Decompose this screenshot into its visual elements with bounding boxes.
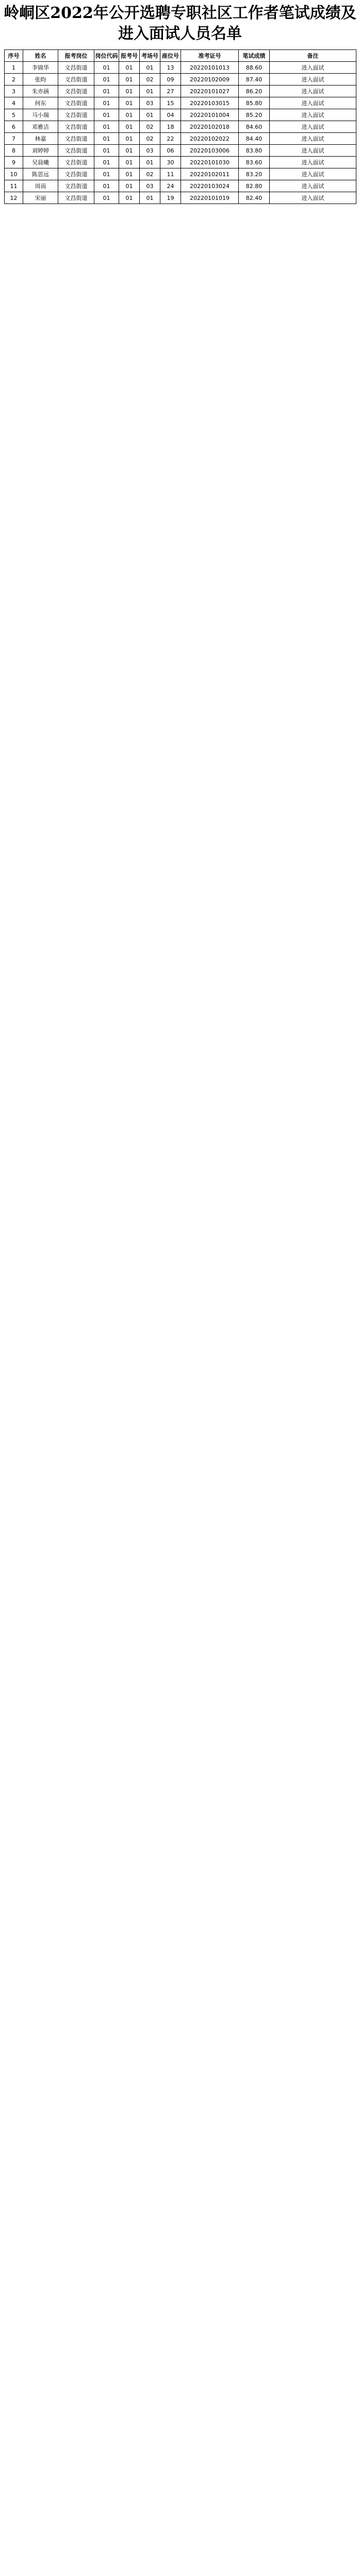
table-cell: 文昌街道: [58, 180, 94, 192]
column-header: 备注: [270, 50, 356, 62]
column-header: 准考证号: [181, 50, 239, 62]
table-header-row: [5, 50, 356, 62]
results-table: [4, 49, 356, 204]
table-cell: 20220101019: [181, 192, 239, 204]
table-row: [5, 180, 356, 192]
column-header: 姓名: [23, 50, 58, 62]
table-cell: 15: [160, 97, 181, 109]
table-row: [5, 74, 356, 86]
table-cell: 文昌街道: [58, 62, 94, 74]
table-cell: 进入面试: [270, 145, 356, 157]
column-header: 考场号: [140, 50, 160, 62]
table-cell: 马小瑞: [23, 109, 58, 121]
table-cell: 进入面试: [270, 180, 356, 192]
table-cell: 3: [5, 86, 23, 97]
column-header: 笔试成绩: [239, 50, 270, 62]
table-cell: 文昌街道: [58, 121, 94, 133]
table-cell: 27: [160, 86, 181, 97]
table-cell: 24: [160, 180, 181, 192]
table-cell: 02: [140, 133, 160, 145]
table-cell: 20220103006: [181, 145, 239, 157]
table-cell: 30: [160, 157, 181, 168]
page-title: 岭峒区2022年公开选聘专职社区工作者笔试成绩及进入面试人员名单: [4, 4, 356, 43]
table-cell: 02: [140, 168, 160, 180]
table-cell: 20220101030: [181, 157, 239, 168]
table-cell: 11: [160, 168, 181, 180]
table-cell: 张昀: [23, 74, 58, 86]
table-row: [5, 97, 356, 109]
table-cell: 7: [5, 133, 23, 145]
table-cell: 进入面试: [270, 97, 356, 109]
table-cell: 01: [94, 86, 119, 97]
table-cell: 何东: [23, 97, 58, 109]
table-cell: 朱亦涵: [23, 86, 58, 97]
table-cell: 文昌街道: [58, 86, 94, 97]
table-cell: 84.40: [239, 133, 270, 145]
table-cell: 20220103015: [181, 97, 239, 109]
table-cell: 陈思远: [23, 168, 58, 180]
table-cell: 01: [140, 157, 160, 168]
table-cell: 12: [5, 192, 23, 204]
table-cell: 进入面试: [270, 121, 356, 133]
table-cell: 文昌街道: [58, 133, 94, 145]
table-cell: 01: [94, 62, 119, 74]
column-header: 岗位代码: [94, 50, 119, 62]
column-header: 序号: [5, 50, 23, 62]
table-cell: 20220101013: [181, 62, 239, 74]
table-cell: 01: [119, 97, 140, 109]
table-row: [5, 168, 356, 180]
table-cell: 20220102011: [181, 168, 239, 180]
table-cell: 83.20: [239, 168, 270, 180]
column-header: 报考号: [119, 50, 140, 62]
table-cell: 6: [5, 121, 23, 133]
table-cell: 文昌街道: [58, 192, 94, 204]
table-cell: 83.60: [239, 157, 270, 168]
table-cell: 01: [94, 97, 119, 109]
table-row: [5, 145, 356, 157]
table-cell: 01: [119, 121, 140, 133]
table-cell: 83.80: [239, 145, 270, 157]
table-cell: 06: [160, 145, 181, 157]
table-cell: 8: [5, 145, 23, 157]
column-header: 报考岗位: [58, 50, 94, 62]
table-cell: 87.40: [239, 74, 270, 86]
table-cell: 01: [119, 133, 140, 145]
table-row: [5, 133, 356, 145]
table-cell: 9: [5, 157, 23, 168]
table-cell: 03: [140, 180, 160, 192]
table-cell: 86.20: [239, 86, 270, 97]
table-cell: 李锦华: [23, 62, 58, 74]
table-cell: 文昌街道: [58, 157, 94, 168]
table-cell: 01: [119, 192, 140, 204]
table-cell: 邓雅洁: [23, 121, 58, 133]
table-cell: 19: [160, 192, 181, 204]
table-cell: 11: [5, 180, 23, 192]
table-cell: 01: [140, 62, 160, 74]
table-cell: 1: [5, 62, 23, 74]
table-cell: 01: [94, 145, 119, 157]
table-cell: 进入面试: [270, 74, 356, 86]
table-cell: 04: [160, 109, 181, 121]
table-cell: 02: [140, 74, 160, 86]
column-header: 座位号: [160, 50, 181, 62]
table-row: [5, 121, 356, 133]
table-cell: 5: [5, 109, 23, 121]
table-cell: 01: [94, 133, 119, 145]
table-cell: 85.80: [239, 97, 270, 109]
table-cell: 文昌街道: [58, 109, 94, 121]
table-cell: 文昌街道: [58, 74, 94, 86]
table-cell: 85.20: [239, 109, 270, 121]
table-cell: 84.60: [239, 121, 270, 133]
table-cell: 01: [94, 121, 119, 133]
table-row: [5, 157, 356, 168]
table-row: [5, 109, 356, 121]
table-cell: 文昌街道: [58, 97, 94, 109]
table-cell: 20220101027: [181, 86, 239, 97]
table-cell: 进入面试: [270, 157, 356, 168]
table-cell: 01: [94, 180, 119, 192]
table-cell: 20220102009: [181, 74, 239, 86]
table-cell: 82.80: [239, 180, 270, 192]
table-cell: 13: [160, 62, 181, 74]
table-cell: 进入面试: [270, 109, 356, 121]
table-cell: 20220101004: [181, 109, 239, 121]
table-cell: 82.40: [239, 192, 270, 204]
table-row: [5, 192, 356, 204]
table-row: [5, 62, 356, 74]
table-cell: 09: [160, 74, 181, 86]
table-cell: 01: [94, 192, 119, 204]
table-cell: 宋丽: [23, 192, 58, 204]
table-cell: 02: [140, 121, 160, 133]
table-cell: 88.60: [239, 62, 270, 74]
table-cell: 01: [119, 109, 140, 121]
table-cell: 10: [5, 168, 23, 180]
table-cell: 进入面试: [270, 192, 356, 204]
table-cell: 03: [140, 145, 160, 157]
table-cell: 进入面试: [270, 133, 356, 145]
table-cell: 周雨: [23, 180, 58, 192]
table-cell: 20220102018: [181, 121, 239, 133]
table-cell: 01: [94, 168, 119, 180]
table-cell: 吴晨曦: [23, 157, 58, 168]
table-row: [5, 86, 356, 97]
table-cell: 01: [119, 180, 140, 192]
table-cell: 进入面试: [270, 168, 356, 180]
table-cell: 进入面试: [270, 86, 356, 97]
table-cell: 进入面试: [270, 62, 356, 74]
table-cell: 01: [119, 157, 140, 168]
table-cell: 20220102022: [181, 133, 239, 145]
table-cell: 01: [119, 86, 140, 97]
table-cell: 18: [160, 121, 181, 133]
table-cell: 文昌街道: [58, 145, 94, 157]
table-cell: 01: [94, 74, 119, 86]
table-cell: 01: [119, 74, 140, 86]
table-cell: 01: [140, 86, 160, 97]
table-cell: 2: [5, 74, 23, 86]
table-cell: 01: [94, 109, 119, 121]
table-cell: 01: [94, 157, 119, 168]
table-cell: 20220103024: [181, 180, 239, 192]
table-cell: 01: [140, 192, 160, 204]
table-cell: 01: [119, 168, 140, 180]
table-cell: 01: [140, 109, 160, 121]
table-cell: 刘婷婷: [23, 145, 58, 157]
table-cell: 01: [119, 62, 140, 74]
table-cell: 22: [160, 133, 181, 145]
table-cell: 01: [119, 145, 140, 157]
table-cell: 文昌街道: [58, 168, 94, 180]
table-cell: 03: [140, 97, 160, 109]
table-cell: 林嘉: [23, 133, 58, 145]
table-cell: 4: [5, 97, 23, 109]
